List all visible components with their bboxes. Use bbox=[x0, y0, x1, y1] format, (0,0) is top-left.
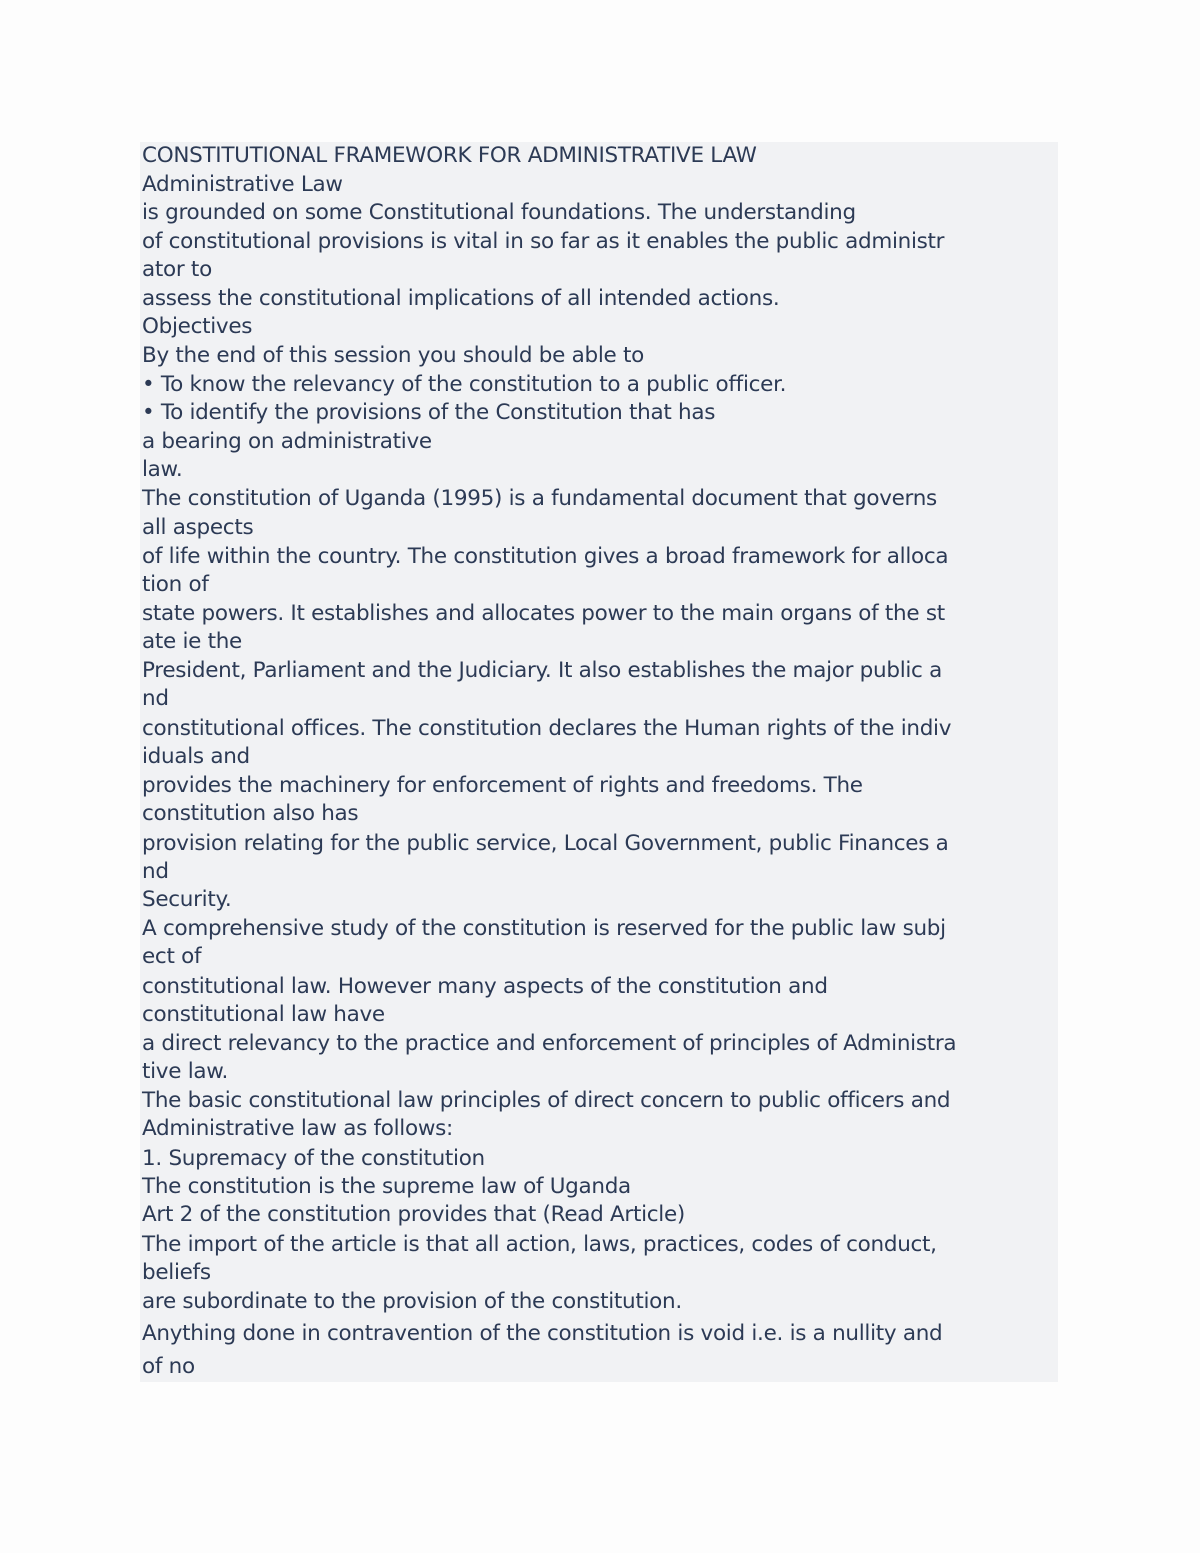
text-line: assess the constitutional implications of all intended actions. bbox=[142, 286, 780, 311]
section-heading-objectives: Objectives bbox=[142, 314, 253, 339]
text-line: Art 2 of the constitution provides that (Read Article) bbox=[142, 1202, 685, 1227]
text-line: are subordinate to the provision of the constitution. bbox=[142, 1289, 682, 1314]
text-line: constitutional offices. The constitution declares the Human rights of the indiv bbox=[142, 716, 952, 741]
bullet-item: • To identify the provisions of the Constitution that has bbox=[142, 400, 716, 425]
bullet-item: • To know the relevancy of the constitution to a public officer. bbox=[142, 372, 787, 397]
text-line: constitutional law have bbox=[142, 1002, 385, 1027]
text-line: nd bbox=[142, 859, 169, 884]
text-line: nd bbox=[142, 686, 169, 711]
text-line: The constitution is the supreme law of Uganda bbox=[142, 1174, 631, 1199]
text-line: Administrative law as follows: bbox=[142, 1116, 453, 1141]
text-line: of no bbox=[142, 1354, 195, 1379]
text-line: The constitution of Uganda (1995) is a fundamental document that governs bbox=[142, 486, 937, 511]
text-line: law. bbox=[142, 457, 183, 482]
document-title: CONSTITUTIONAL FRAMEWORK FOR ADMINISTRATIVE LAW bbox=[142, 143, 757, 168]
text-line: A comprehensive study of the constitution is reserved for the public law subj bbox=[142, 916, 946, 941]
document-text-block bbox=[140, 142, 1058, 1382]
text-line: ect of bbox=[142, 944, 202, 969]
text-line: a bearing on administrative bbox=[142, 429, 432, 454]
text-line: constitutional law. However many aspects of the constitution and bbox=[142, 974, 828, 999]
section-heading-supremacy: 1. Supremacy of the constitution bbox=[142, 1146, 485, 1171]
text-line: By the end of this session you should be able to bbox=[142, 343, 644, 368]
text-line: The basic constitutional law principles of direct concern to public officers and bbox=[142, 1088, 951, 1113]
text-line: The import of the article is that all action, laws, practices, codes of conduct, bbox=[142, 1232, 937, 1257]
text-line: President, Parliament and the Judiciary. It also establishes the major public a bbox=[142, 658, 942, 683]
text-line: ator to bbox=[142, 257, 212, 282]
text-line: tion of bbox=[142, 572, 209, 597]
text-line: provides the machinery for enforcement of rights and freedoms. The bbox=[142, 773, 863, 798]
text-line: provision relating for the public service, Local Government, public Finances a bbox=[142, 831, 949, 856]
text-line: of constitutional provisions is vital in so far as it enables the public administr bbox=[142, 229, 945, 254]
text-line: a direct relevancy to the practice and enforcement of principles of Administra bbox=[142, 1031, 957, 1056]
text-line: Anything done in contravention of the constitution is void i.e. is a nullity and bbox=[142, 1321, 943, 1346]
text-line: Administrative Law bbox=[142, 172, 343, 197]
text-line: tive law. bbox=[142, 1059, 229, 1084]
text-line: is grounded on some Constitutional foundations. The understanding bbox=[142, 200, 856, 225]
text-line: beliefs bbox=[142, 1260, 211, 1285]
text-line: all aspects bbox=[142, 515, 254, 540]
text-line: constitution also has bbox=[142, 801, 359, 826]
text-line: iduals and bbox=[142, 744, 250, 769]
text-line: of life within the country. The constitution gives a broad framework for alloca bbox=[142, 544, 949, 569]
text-line: Security. bbox=[142, 887, 232, 912]
text-line: ate ie the bbox=[142, 629, 242, 654]
text-line: state powers. It establishes and allocates power to the main organs of the st bbox=[142, 601, 945, 626]
